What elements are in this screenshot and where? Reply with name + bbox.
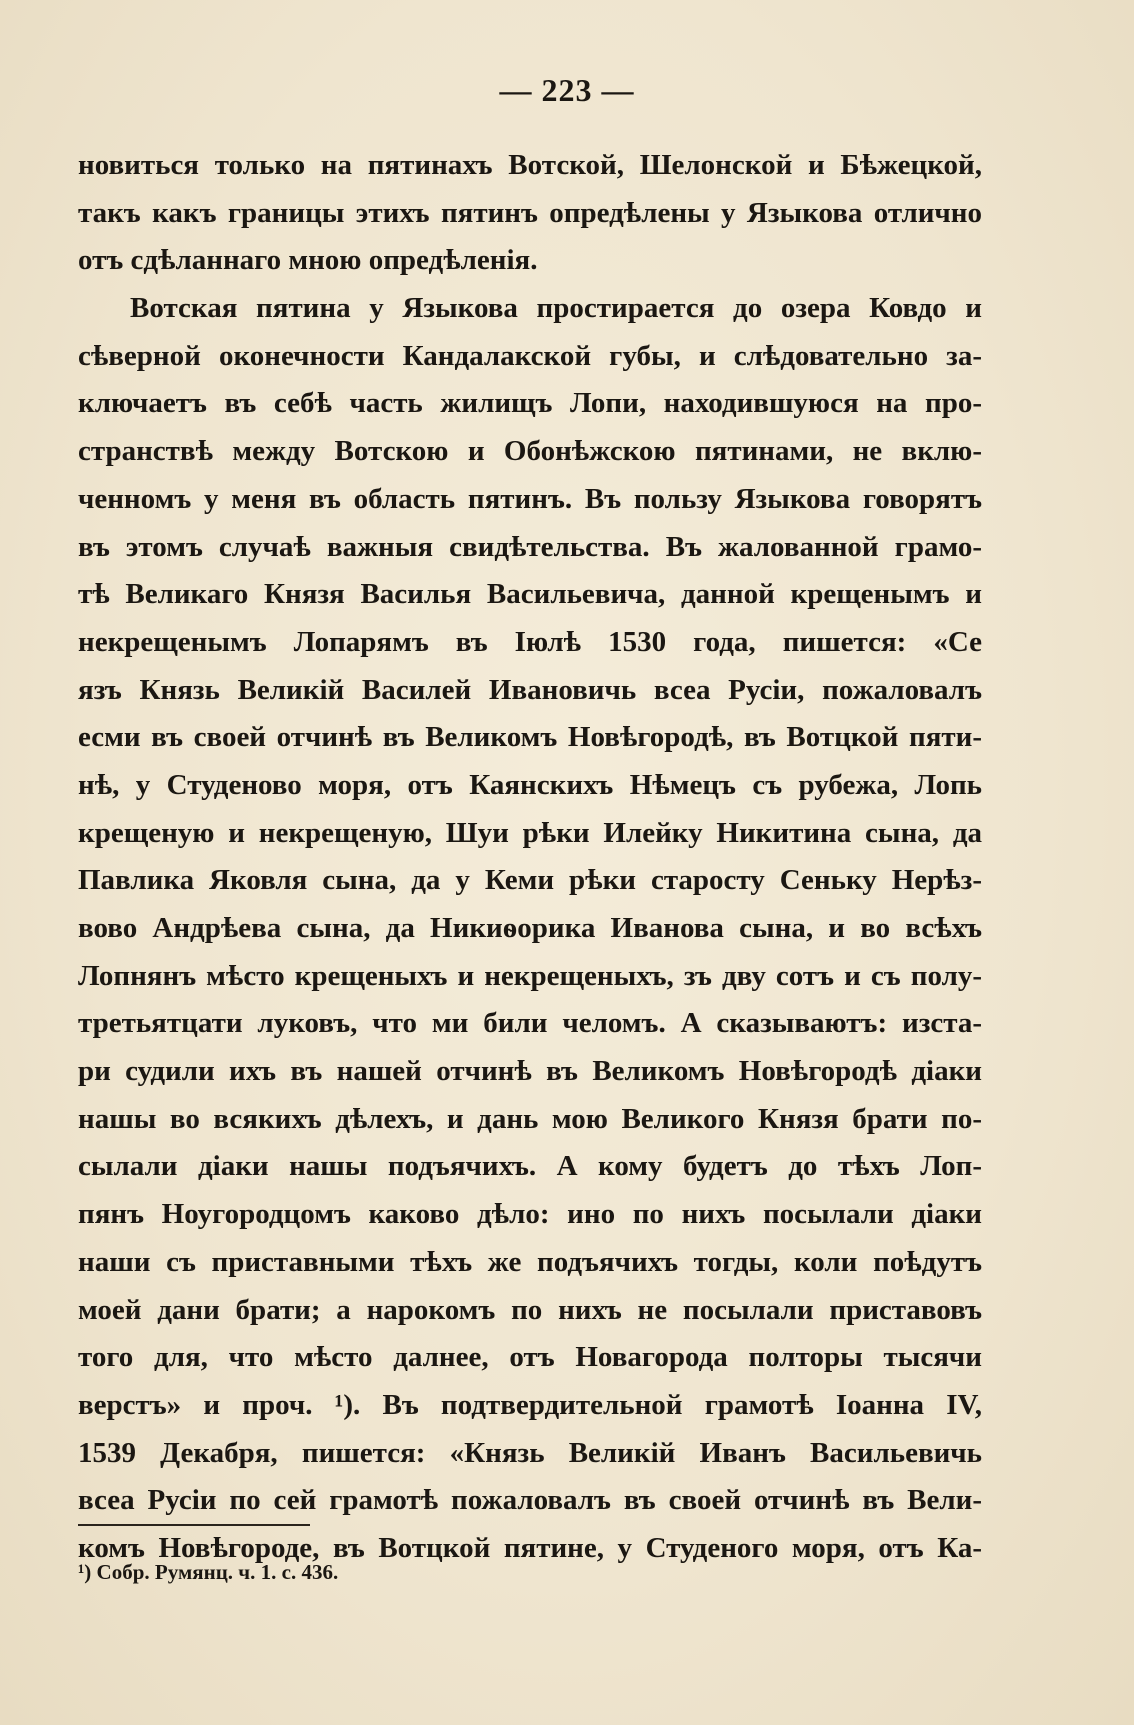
text-line: ри судили ихъ въ нашей отчинѣ въ Великомъ Новѣгородѣ діаки bbox=[78, 1055, 982, 1088]
page-number: — 223 — bbox=[499, 72, 635, 108]
footnote bbox=[78, 1560, 338, 1585]
text-line: Лопнянъ мѣсто крещеныхъ и некрещеныхъ, зъ дву сотъ и съ полу- bbox=[78, 959, 982, 992]
text-line: крещеную и некрещеную, Шуи рѣки Илейку Никитина сына, да bbox=[78, 816, 982, 849]
text-line: ключаетъ въ себѣ часть жилищъ Лопи, находившуюся на про- bbox=[78, 387, 982, 420]
text-line: Вотская пятина у Языкова простирается до озера Ковдо и bbox=[130, 292, 982, 325]
text-line: комъ Новѣгороде, въ Вотцкой пятине, у Студеного моря, отъ Ка- bbox=[78, 1531, 982, 1564]
text-line: нѣ, у Студеново моря, отъ Каянскихъ Нѣмецъ съ рубежа, Лопь bbox=[78, 768, 982, 801]
text-line: третьятцати луковъ, что ми били челомъ. А сказываютъ: изста- bbox=[78, 1007, 982, 1040]
text-line: нашы во всякихъ дѣлехъ, и дань мою Великого Князя брати по- bbox=[78, 1102, 982, 1135]
footnote-mark: ¹) bbox=[78, 1560, 92, 1584]
text-line: верстъ» и проч. ¹). Въ подтвердительной грамотѣ Іоанна IV, bbox=[78, 1388, 982, 1421]
text-line: моей дани брати; а нарокомъ по нихъ не посылали приставовъ bbox=[78, 1293, 982, 1326]
text-line: вово Андрѣева сына, да Никиѳорика Иванова сына, и во всѣхъ bbox=[78, 912, 982, 944]
text-line: есми въ своей отчинѣ въ Великомъ Новѣгородѣ, въ Вотцкой пяти- bbox=[78, 721, 982, 754]
text-line: странствѣ между Вотскою и Обонѣжскою пятинами, не вклю- bbox=[78, 435, 982, 468]
text-line: некрещенымъ Лопарямъ въ Іюлѣ 1530 года, пишется: «Се bbox=[78, 625, 982, 658]
footnote-text: Собр. Румянц. ч. 1. с. 436. bbox=[96, 1560, 339, 1584]
text-line: тѣ Великаго Князя Василья Васильевича, данной крещенымъ и bbox=[78, 578, 982, 611]
text-line: такъ какъ границы этихъ пятинъ опредѣлены у Языкова отлично bbox=[78, 196, 982, 229]
text-line: отъ сдѣланнаго мною опредѣленія. bbox=[78, 244, 538, 277]
text-line: Павлика Яковля сына, да у Кеми рѣки старосту Сеньку Нерѣз- bbox=[78, 864, 982, 897]
text-line: сылали діаки нашы подъячихъ. А кому будетъ до тѣхъ Лоп- bbox=[78, 1150, 982, 1183]
text-line: язъ Князь Великій Василей Ивановичь всеа Русіи, пожаловалъ bbox=[78, 673, 982, 706]
text-line: сѣверной оконечности Кандалакской губы, и слѣдовательно за- bbox=[78, 339, 982, 372]
text-line: того для, что мѣсто далнее, отъ Новагорода полторы тысячи bbox=[78, 1341, 982, 1374]
text-line: въ этомъ случаѣ важныя свидѣтельства. Въ жалованной грамо- bbox=[78, 530, 982, 563]
text-line: 1539 Декабря, пишется: «Князь Великій Иванъ Васильевичь bbox=[78, 1436, 982, 1469]
text-line: пянъ Ноугородцомъ каково дѣло: ино по нихъ посылали діаки bbox=[78, 1198, 982, 1231]
footnote-divider bbox=[78, 1524, 310, 1526]
text-line: новиться только на пятинахъ Вотской, Шелонской и Бѣжецкой, bbox=[78, 149, 982, 181]
text-line: ченномъ у меня въ область пятинъ. Въ пользу Языкова говорятъ bbox=[78, 482, 982, 515]
body-text bbox=[78, 142, 982, 1573]
text-line: наши съ приставными тѣхъ же подъячихъ тогды, коли поѣдутъ bbox=[78, 1245, 982, 1278]
text-line: всеа Русіи по сей грамотѣ пожаловалъ въ своей отчинѣ въ Вели- bbox=[78, 1484, 982, 1517]
